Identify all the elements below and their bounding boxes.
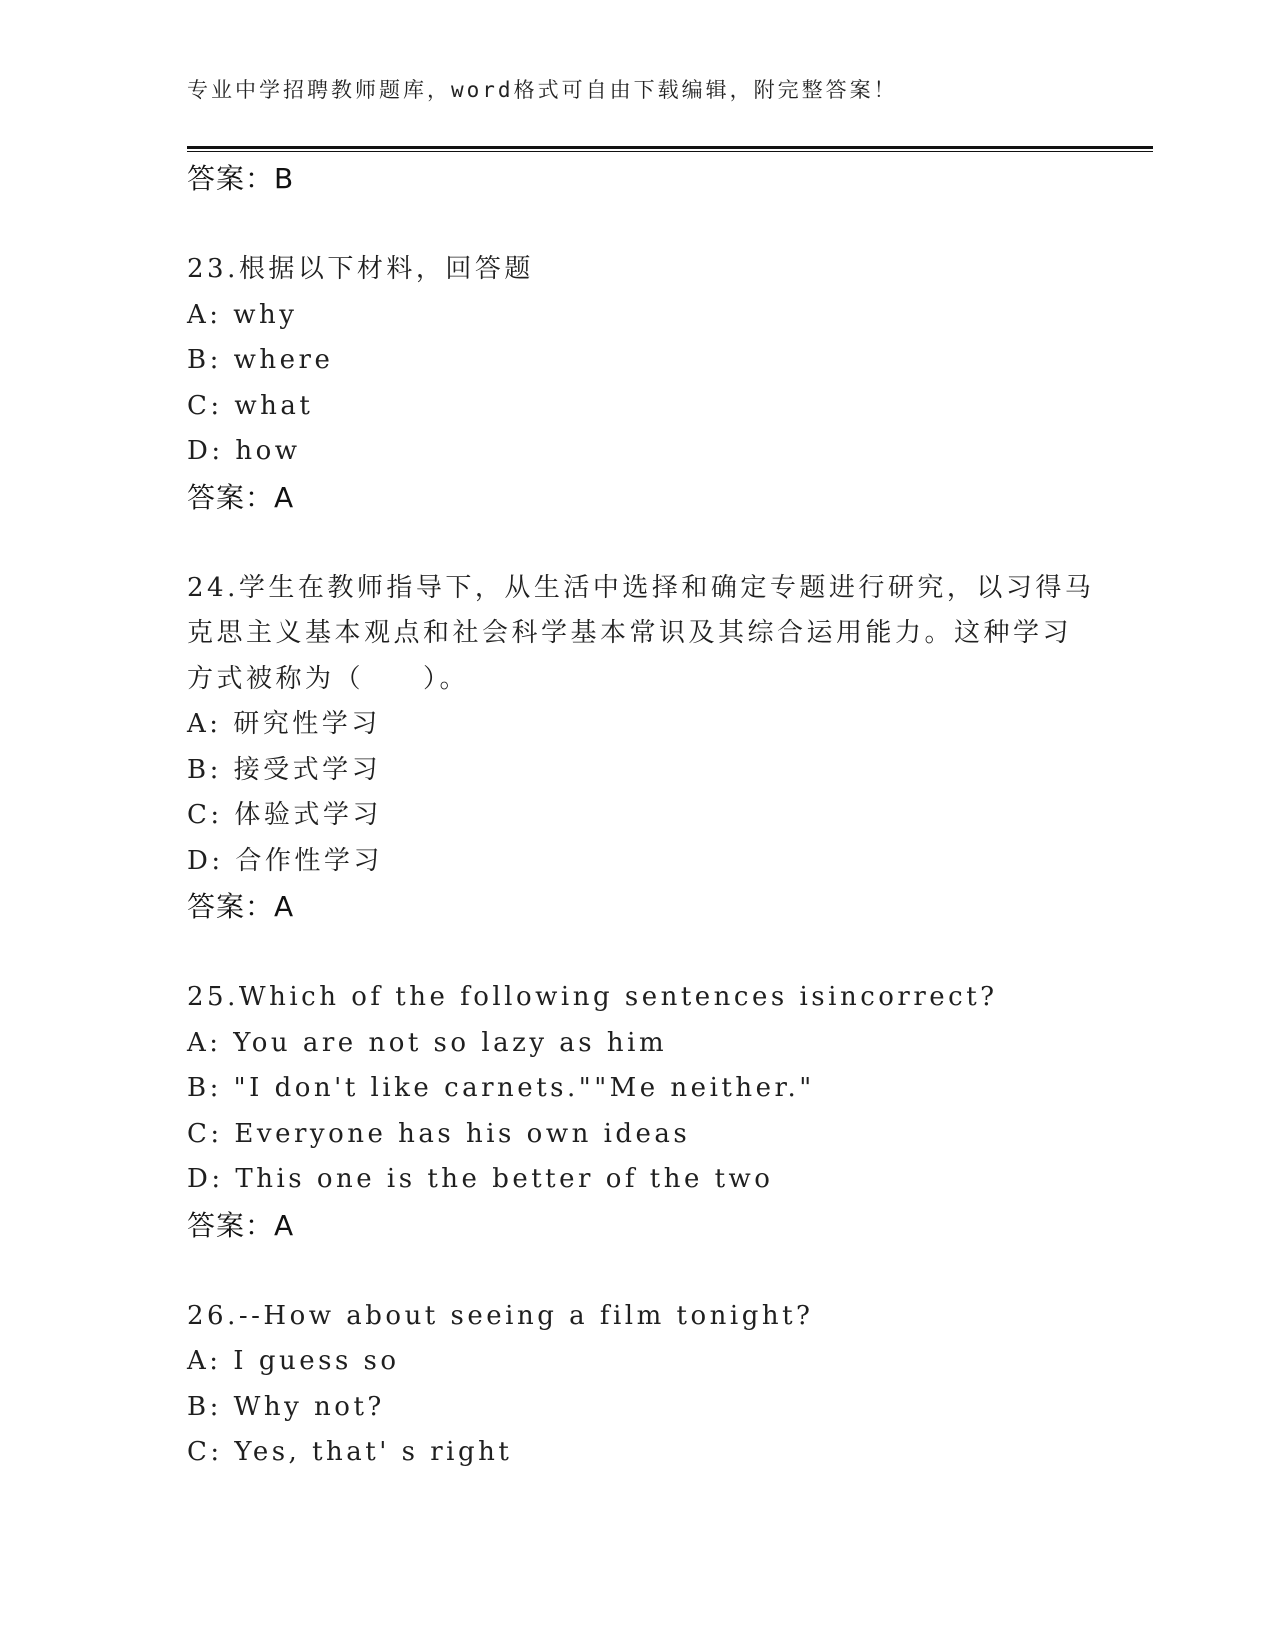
header-rule-thin <box>187 151 1153 152</box>
option-d: D: This one is the better of the two <box>187 1164 774 1194</box>
option-b: B: where <box>187 345 334 375</box>
option-c: C: Yes, that' s right <box>187 1437 513 1467</box>
option-d: D: 合作性学习 <box>187 845 383 876</box>
question-stem-line-1: 24.学生在教师指导下，从生活中选择和确定专题进行研究，以习得马 <box>187 572 1095 603</box>
option-c: C: what <box>187 390 314 421</box>
page-header: 专业中学招聘教师题库，word格式可自由下载编辑，附完整答案！ <box>187 78 898 102</box>
option-d: D: how <box>187 436 301 466</box>
option-c: C: Everyone has his own ideas <box>187 1118 691 1149</box>
header-rule-thick <box>187 146 1153 149</box>
option-b: B: "I don't like carnets.""Me neither." <box>187 1073 815 1103</box>
question-26 <box>187 1294 1153 1476</box>
question-list <box>187 156 1153 1476</box>
question-23 <box>187 247 1153 520</box>
option-c: C: 体验式学习 <box>187 800 382 830</box>
question-stem: 26.--How about seeing a film tonight? <box>187 1300 814 1331</box>
question-stem: 25.Which of the following sentences isincorrect? <box>187 982 998 1012</box>
option-a: A: 研究性学习 <box>187 709 381 739</box>
option-a: A: why <box>187 299 298 330</box>
answer-line: 答案：A <box>187 1208 295 1242</box>
answer-line: 答案：A <box>187 890 295 923</box>
option-b: B: 接受式学习 <box>187 754 382 785</box>
option-a: A: I guess so <box>187 1346 400 1376</box>
option-b: B: Why not? <box>187 1391 385 1422</box>
answer-line: 答案：A <box>187 480 295 514</box>
question-stem-line-3: 方式被称为（ ）。 <box>187 663 470 694</box>
question-25 <box>187 975 1153 1248</box>
question-24 <box>187 566 1153 930</box>
question-stem: 23.根据以下材料，回答题 <box>187 254 534 284</box>
option-a: A: You are not so lazy as him <box>187 1027 668 1058</box>
answer-line-q22: 答案：B <box>187 162 295 195</box>
question-stem-line-2: 克思主义基本观点和社会科学基本常识及其综合运用能力。这种学习 <box>187 618 1073 648</box>
